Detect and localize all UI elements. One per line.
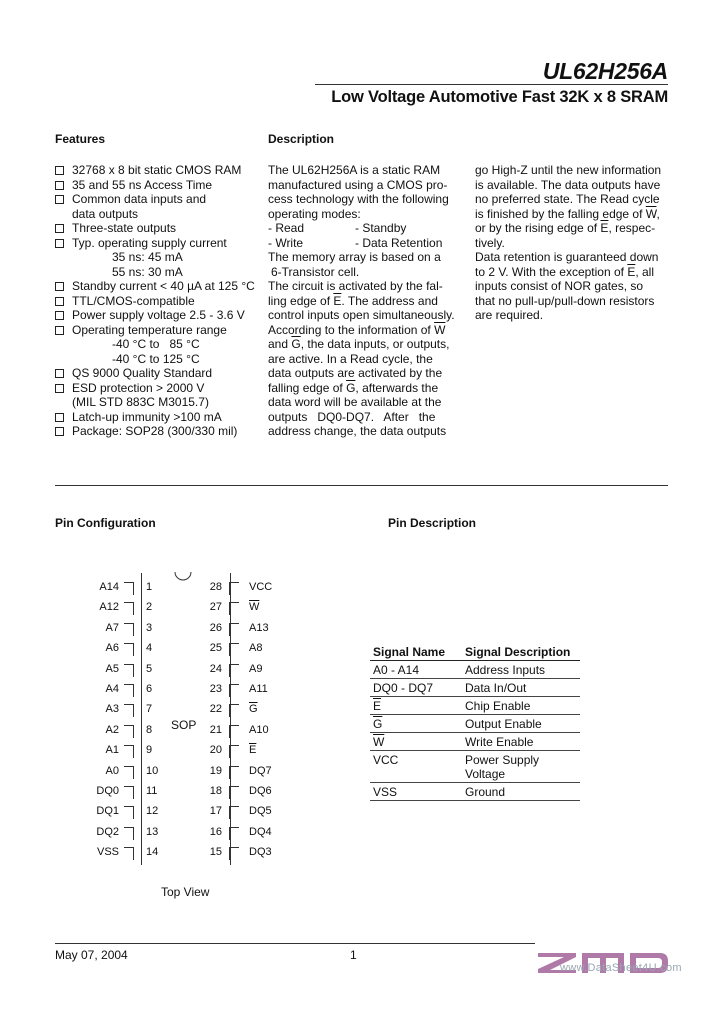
feature-item bbox=[55, 221, 270, 236]
desc-text: or by the rising edge of bbox=[475, 221, 601, 235]
feature-text: Latch-up immunity >100 mA bbox=[72, 409, 222, 424]
header-rule bbox=[315, 84, 668, 85]
pin-name: $\overline{W}$ bbox=[249, 601, 260, 614]
desc-line bbox=[475, 265, 665, 280]
pin-name: DQ4 bbox=[249, 825, 272, 838]
desc-line bbox=[268, 323, 457, 338]
feature-text: 55 ns: 30 mA bbox=[112, 264, 183, 279]
pin-name: DQ6 bbox=[249, 785, 272, 797]
signal-name-cell bbox=[370, 751, 462, 783]
desc-text: is finished by the falling edge of bbox=[475, 206, 646, 221]
desc-text: and bbox=[268, 337, 292, 351]
feature-text: 32768 x 8 bit static CMOS RAM bbox=[72, 163, 242, 177]
desc-line: are active. In a Read cycle, the bbox=[268, 351, 433, 366]
feature-text: Power supply voltage 2.5 - 3.6 V bbox=[72, 308, 245, 322]
signal-name: VCC bbox=[373, 753, 399, 767]
pin-number: 8 bbox=[146, 723, 153, 736]
desc-text: ling edge of bbox=[268, 293, 334, 308]
pin-number: 13 bbox=[146, 825, 159, 838]
signal-name: A0 - A14 bbox=[373, 663, 420, 677]
mode-write: - Write bbox=[268, 235, 304, 250]
pin-lead bbox=[124, 766, 134, 779]
desc-line: Data retention is guaranteed down bbox=[475, 250, 659, 264]
signal-description: Chip Enable bbox=[462, 697, 580, 715]
pin-lead bbox=[229, 704, 239, 717]
pin-number: 10 bbox=[146, 764, 159, 777]
desc-line: The UL62H256A is a static RAM bbox=[268, 163, 441, 177]
pin-number: 4 bbox=[146, 642, 153, 655]
desc-line: inputs consist of NOR gates, so bbox=[475, 279, 644, 293]
section-rule bbox=[55, 485, 668, 486]
pin-lead bbox=[229, 623, 239, 636]
checkbox-bullet-icon bbox=[55, 326, 64, 335]
feature-item bbox=[55, 323, 270, 338]
pin-lead bbox=[229, 766, 239, 779]
feature-item bbox=[55, 381, 270, 396]
feature-text: ESD protection > 2000 V bbox=[72, 380, 205, 395]
desc-line: manufactured using a CMOS pro- bbox=[268, 177, 448, 192]
pin-name: DQ7 bbox=[249, 764, 272, 777]
desc-text: According to the information of bbox=[268, 322, 435, 337]
checkbox-bullet-icon bbox=[55, 166, 64, 175]
view-label: Top View bbox=[161, 885, 210, 899]
signal-e: $\overline{E}$ bbox=[333, 293, 342, 308]
feature-text: Common data inputs and bbox=[72, 192, 207, 206]
pin-lead bbox=[124, 745, 134, 758]
desc-line: address change, the data outputs bbox=[268, 424, 447, 438]
feature-text: Three-state outputs bbox=[72, 221, 177, 235]
column-header: Signal Name bbox=[370, 643, 462, 661]
pin-lead bbox=[124, 806, 134, 819]
table-row bbox=[370, 783, 580, 801]
signal-name: VSS bbox=[373, 785, 398, 799]
pin-lead bbox=[229, 827, 239, 840]
footer-date: May 07, 2004 bbox=[55, 948, 128, 962]
pin-lead bbox=[124, 664, 134, 677]
desc-line: cess technology with the following bbox=[268, 192, 449, 206]
desc-line: no preferred state. The Read cycle bbox=[475, 192, 660, 206]
pin-description-rows bbox=[370, 643, 580, 801]
pin-name: A6 bbox=[105, 642, 119, 655]
pin-name: DQ5 bbox=[249, 805, 272, 818]
signal-name-cell bbox=[370, 697, 462, 715]
signal-name: $\overline{E}$ bbox=[373, 699, 382, 713]
feature-text: 35 ns: 45 mA bbox=[112, 250, 183, 264]
pin1-notch bbox=[173, 570, 193, 584]
pin-description-heading: Pin Description bbox=[388, 516, 477, 530]
checkbox-bullet-icon bbox=[55, 384, 64, 393]
pin-lead bbox=[229, 745, 239, 758]
feature-text: Operating temperature range bbox=[72, 322, 227, 337]
desc-text: , respec- bbox=[608, 221, 656, 235]
operating-modes bbox=[268, 221, 457, 250]
feature-text: (MIL STD 883C M3015.7) bbox=[72, 395, 209, 409]
pin-number: 15 bbox=[209, 846, 222, 859]
pin-number: 11 bbox=[146, 785, 158, 797]
pin-name: A4 bbox=[105, 683, 119, 695]
pin-number: 6 bbox=[146, 683, 153, 695]
feature-text: Package: SOP28 (300/330 mil) bbox=[72, 424, 238, 438]
table-row bbox=[370, 661, 580, 679]
desc-line: The circuit is activated by the fal- bbox=[268, 279, 443, 293]
feature-text: Standby current < 40 µA at 125 °C bbox=[72, 279, 255, 293]
feature-subitem bbox=[55, 207, 270, 222]
desc-line bbox=[268, 294, 457, 309]
pin-name: DQ2 bbox=[96, 825, 119, 838]
pin-name: A13 bbox=[249, 621, 269, 634]
pin-number: 23 bbox=[209, 683, 222, 695]
pin-lead bbox=[229, 664, 239, 677]
pin-number: 19 bbox=[209, 764, 222, 777]
pin-description-table-wrap bbox=[370, 643, 580, 801]
table-header-row bbox=[370, 643, 580, 661]
pin-number: 12 bbox=[146, 805, 159, 818]
feature-subitem bbox=[55, 265, 270, 280]
desc-line: 6-Transistor cell. bbox=[271, 264, 360, 279]
desc-text: , bbox=[656, 206, 660, 221]
feature-item bbox=[55, 178, 270, 193]
desc-text: , afterwards the bbox=[355, 380, 439, 395]
pin-name: DQ1 bbox=[96, 805, 119, 818]
pin-description-table bbox=[370, 643, 580, 801]
checkbox-bullet-icon bbox=[55, 239, 64, 248]
pin-lead bbox=[229, 786, 239, 799]
pin-lead bbox=[124, 684, 134, 697]
feature-item bbox=[55, 236, 270, 251]
feature-text: -40 °C to 125 °C bbox=[112, 351, 200, 366]
feature-item bbox=[55, 279, 270, 294]
signal-g: $\overline{G}$ bbox=[291, 337, 301, 351]
signal-e: $\overline{E}$ bbox=[600, 221, 609, 235]
pin-number: 26 bbox=[209, 621, 222, 634]
document-subtitle: Low Voltage Automotive Fast 32K x 8 SRAM bbox=[331, 88, 668, 106]
pin-number: 3 bbox=[146, 621, 153, 634]
pin-lead bbox=[229, 806, 239, 819]
pin-number: 28 bbox=[209, 581, 222, 593]
pin-name: A7 bbox=[105, 621, 119, 634]
part-number: UL62H256A bbox=[542, 58, 668, 84]
feature-text: -40 °C to 85 °C bbox=[112, 337, 200, 351]
pin-name: A3 bbox=[105, 703, 119, 716]
pin-name: A5 bbox=[105, 662, 119, 675]
signal-name-cell bbox=[370, 679, 462, 697]
footer-page-number: 1 bbox=[350, 948, 357, 962]
desc-text: , all bbox=[635, 264, 655, 279]
desc-line: control inputs open simultaneously. bbox=[268, 308, 455, 322]
pin-name: A11 bbox=[249, 683, 268, 695]
pin-name: $\overline{E}$ bbox=[249, 744, 257, 757]
signal-name-cell bbox=[370, 661, 462, 679]
pin-lead bbox=[229, 725, 239, 738]
signal-description: Address Inputs bbox=[462, 661, 580, 679]
description-column-2 bbox=[475, 163, 665, 323]
feature-subitem bbox=[55, 352, 270, 367]
pin-name: DQ0 bbox=[96, 785, 119, 797]
feature-subitem bbox=[55, 395, 270, 410]
pin-number: 24 bbox=[209, 662, 222, 675]
pin-lead bbox=[124, 847, 134, 860]
pin-number: 22 bbox=[209, 703, 222, 716]
pin-config-heading: Pin Configuration bbox=[55, 516, 156, 530]
desc-line bbox=[268, 381, 457, 396]
desc-text: , the data inputs, or outputs, bbox=[300, 337, 450, 351]
pin-number: 17 bbox=[209, 805, 222, 818]
desc-line: data outputs are activated by the bbox=[268, 366, 443, 380]
pin-lead bbox=[124, 786, 134, 799]
pin-name: A12 bbox=[99, 601, 119, 614]
mode-data-retention: - Data Retention bbox=[355, 235, 443, 250]
pin-name: $\overline{G}$ bbox=[249, 703, 258, 716]
table-row bbox=[370, 733, 580, 751]
desc-line: The memory array is based on a bbox=[268, 250, 441, 264]
pin-number: 20 bbox=[209, 744, 222, 757]
table-row bbox=[370, 679, 580, 697]
pin-number: 2 bbox=[146, 601, 153, 614]
signal-description: Power Supply Voltage bbox=[462, 751, 580, 783]
table-row bbox=[370, 715, 580, 733]
pin-number: 1 bbox=[146, 581, 153, 593]
feature-item bbox=[55, 424, 270, 439]
pin-lead bbox=[124, 623, 134, 636]
signal-e: $\overline{E}$ bbox=[627, 264, 636, 279]
feature-item bbox=[55, 410, 270, 425]
features-heading: Features bbox=[55, 132, 106, 146]
checkbox-bullet-icon bbox=[55, 427, 64, 436]
desc-text: falling edge of bbox=[268, 380, 347, 395]
feature-subitem bbox=[55, 337, 270, 352]
feature-text: QS 9000 Quality Standard bbox=[72, 366, 213, 380]
pin-number: 21 bbox=[209, 723, 222, 736]
desc-line: operating modes: bbox=[268, 206, 361, 221]
desc-text: . The address and bbox=[341, 293, 438, 308]
checkbox-bullet-icon bbox=[55, 311, 64, 320]
pin-lead bbox=[229, 643, 239, 656]
pin-number: 9 bbox=[146, 744, 153, 757]
desc-line: go High-Z until the new information bbox=[475, 163, 662, 177]
pin-lead bbox=[229, 684, 239, 697]
checkbox-bullet-icon bbox=[55, 413, 64, 422]
feature-item bbox=[55, 308, 270, 323]
table-row bbox=[370, 751, 580, 783]
desc-line bbox=[268, 337, 457, 352]
feature-item bbox=[55, 294, 270, 309]
signal-name-cell bbox=[370, 733, 462, 751]
pin-name: A1 bbox=[105, 744, 119, 757]
pin-lead bbox=[124, 704, 134, 717]
feature-subitem bbox=[55, 250, 270, 265]
desc-line: tively. bbox=[475, 235, 505, 250]
feature-text: data outputs bbox=[72, 206, 139, 221]
pin-number: 16 bbox=[209, 825, 222, 838]
description-column-1 bbox=[268, 163, 457, 439]
desc-line: that no pull-up/pull-down resistors bbox=[475, 293, 655, 308]
signal-description: Ground bbox=[462, 783, 580, 801]
pin-name: VCC bbox=[249, 581, 273, 593]
desc-line: data word will be available at the bbox=[268, 395, 442, 409]
checkbox-bullet-icon bbox=[55, 224, 64, 233]
pin-lead bbox=[229, 847, 239, 860]
desc-line: is available. The data outputs have bbox=[475, 177, 661, 192]
pin-lead bbox=[124, 602, 134, 615]
feature-text: 35 and 55 ns Access Time bbox=[72, 177, 213, 192]
pin-number: 14 bbox=[146, 846, 159, 859]
feature-text: Typ. operating supply current bbox=[72, 235, 227, 250]
desc-line bbox=[475, 221, 665, 236]
pin-lead bbox=[124, 827, 134, 840]
pin-name: A9 bbox=[249, 662, 263, 675]
pin-number: 7 bbox=[146, 703, 153, 716]
watermark: www.DataSheet4U.com bbox=[560, 962, 682, 974]
pin-name: VSS bbox=[96, 846, 119, 859]
signal-description: Data In/Out bbox=[462, 679, 580, 697]
feature-item bbox=[55, 366, 270, 381]
pin-lead bbox=[229, 582, 239, 595]
footer-rule bbox=[55, 943, 535, 944]
pin-name: A8 bbox=[249, 642, 263, 655]
pin-lead bbox=[124, 582, 134, 595]
signal-w: $\overline{W}$ bbox=[434, 322, 446, 337]
pin-number: 27 bbox=[209, 601, 222, 614]
checkbox-bullet-icon bbox=[55, 195, 64, 204]
table-row bbox=[370, 697, 580, 715]
pin-number: 5 bbox=[146, 662, 153, 675]
signal-w: $\overline{W}$ bbox=[645, 206, 657, 221]
column-header: Signal Description bbox=[462, 643, 580, 661]
checkbox-bullet-icon bbox=[55, 282, 64, 291]
desc-line: are required. bbox=[475, 308, 544, 322]
signal-description: Output Enable bbox=[462, 715, 580, 733]
checkbox-bullet-icon bbox=[55, 369, 64, 378]
signal-name-cell bbox=[370, 715, 462, 733]
signal-name: $\overline{G}$ bbox=[373, 717, 383, 731]
pin-lead bbox=[229, 602, 239, 615]
desc-line: outputs DQ0-DQ7. After the bbox=[268, 409, 436, 424]
signal-g: $\overline{G}$ bbox=[346, 380, 356, 395]
package-label: SOP bbox=[171, 718, 197, 732]
signal-name-cell bbox=[370, 783, 462, 801]
pin-name: A10 bbox=[249, 723, 269, 736]
checkbox-bullet-icon bbox=[55, 181, 64, 190]
feature-text: TTL/CMOS-compatible bbox=[72, 293, 195, 308]
signal-description: Write Enable bbox=[462, 733, 580, 751]
mode-standby: - Standby bbox=[355, 221, 407, 235]
desc-line bbox=[475, 207, 665, 222]
pin-name: A14 bbox=[99, 581, 119, 593]
checkbox-bullet-icon bbox=[55, 297, 64, 306]
pin-number: 25 bbox=[209, 642, 222, 655]
pin-number: 18 bbox=[209, 785, 222, 797]
feature-item bbox=[55, 192, 270, 207]
pin-name: A0 bbox=[105, 764, 119, 777]
signal-name: $\overline{W}$ bbox=[373, 735, 385, 749]
mode-read: - Read bbox=[268, 221, 305, 235]
feature-item bbox=[55, 163, 270, 178]
description-heading: Description bbox=[268, 132, 335, 146]
pin-name: DQ3 bbox=[249, 846, 272, 859]
signal-name: DQ0 - DQ7 bbox=[373, 681, 434, 695]
pin-lead bbox=[124, 643, 134, 656]
pin-lead bbox=[124, 725, 134, 738]
desc-text: to 2 V. With the exception of bbox=[475, 264, 628, 279]
features-list bbox=[55, 163, 270, 439]
pin-name: A2 bbox=[105, 723, 119, 736]
